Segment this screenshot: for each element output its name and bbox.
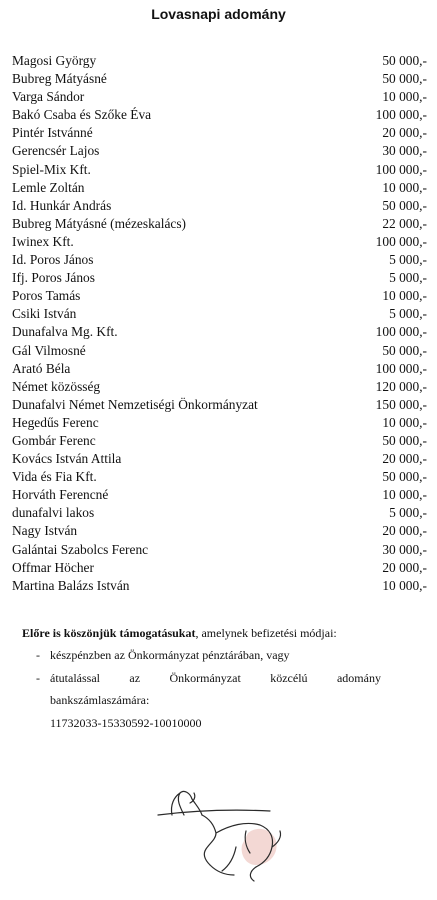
- donation-row: [0, 52, 437, 70]
- donation-amount: 20 000,-: [382, 523, 427, 539]
- donation-row: [0, 251, 437, 269]
- donation-amount: 10 000,-: [382, 288, 427, 304]
- donor-name: Id. Poros János: [12, 252, 94, 268]
- donation-amount: 100 000,-: [375, 324, 427, 340]
- donation-amount: 50 000,-: [382, 197, 427, 213]
- donation-amount: 5 000,-: [389, 252, 427, 268]
- thanks-rest: , amelynek befizetési módjai:: [195, 626, 337, 640]
- donor-name: Csiki István: [12, 306, 77, 322]
- donor-name: Gál Vilmosné: [12, 342, 86, 358]
- bullet-marker: -: [36, 671, 40, 685]
- donation-row: [0, 142, 437, 160]
- donor-name: Varga Sándor: [12, 89, 85, 105]
- donation-amount: 10 000,-: [382, 414, 427, 430]
- document-title: Lovasnapi adomány: [151, 6, 286, 22]
- donation-row: [0, 179, 437, 197]
- donation-amount: 5 000,-: [389, 505, 427, 521]
- donation-amount: 10 000,-: [382, 577, 427, 593]
- donation-row: [0, 197, 437, 215]
- donation-amount: 50 000,-: [382, 342, 427, 358]
- donation-amount: 5 000,-: [389, 270, 427, 286]
- account-number: 11732033-15330592-10010000: [50, 716, 202, 730]
- donation-amount: 100 000,-: [375, 107, 427, 123]
- donation-row: [0, 269, 437, 287]
- donation-amount: 10 000,-: [382, 487, 427, 503]
- donation-row: [0, 124, 437, 142]
- donor-name: Bubreg Mátyásné (mézeskalács): [12, 215, 187, 231]
- donation-amount: 30 000,-: [382, 143, 427, 159]
- transfer-word: az: [129, 671, 141, 685]
- payment-option-cash: készpénzben az Önkormányzat pénztárában, vagy: [50, 648, 290, 662]
- donation-row: [0, 106, 437, 124]
- donor-name: Poros Tamás: [12, 288, 81, 304]
- donor-name: Martina Balázs István: [12, 577, 130, 593]
- donor-name: Bakó Csaba és Szőke Éva: [12, 107, 152, 123]
- donation-row: [0, 161, 437, 179]
- horse-sketch-icon: [150, 785, 300, 885]
- donor-name: Offmar Höcher: [12, 559, 94, 575]
- transfer-word: Önkormányzat: [169, 671, 241, 685]
- donation-amount: 50 000,-: [382, 432, 427, 448]
- donor-name: Galántai Szabolcs Ferenc: [12, 541, 149, 557]
- donation-row: [0, 396, 437, 414]
- donation-amount: 10 000,-: [382, 89, 427, 105]
- donor-name: Kovács István Attila: [12, 451, 122, 467]
- donation-row: [0, 323, 437, 341]
- donation-row: [0, 468, 437, 486]
- donation-amount: 50 000,-: [382, 71, 427, 87]
- donation-row: [0, 233, 437, 251]
- donation-amount: 50 000,-: [382, 53, 427, 68]
- donation-row: [0, 559, 437, 577]
- donation-row: [0, 522, 437, 540]
- donation-amount: 50 000,-: [382, 469, 427, 485]
- donation-amount: 150 000,-: [375, 396, 427, 412]
- donor-name: Pintér Istvánné: [12, 125, 93, 141]
- donor-name: Id. Hunkár András: [12, 197, 112, 213]
- donation-row: [0, 450, 437, 468]
- donation-amount: 100 000,-: [375, 360, 427, 376]
- donation-row: [0, 215, 437, 233]
- donation-amount: 22 000,-: [382, 215, 427, 231]
- donor-name: Gerencsér Lajos: [12, 143, 100, 159]
- donor-name: Arató Béla: [12, 360, 71, 376]
- donation-row: [0, 305, 437, 323]
- donation-amount: 20 000,-: [382, 451, 427, 467]
- donation-amount: 100 000,-: [375, 233, 427, 249]
- donation-amount: 10 000,-: [382, 179, 427, 195]
- transfer-word: közcélú: [270, 671, 308, 685]
- thanks-bold: Előre is köszönjük támogatásukat: [22, 626, 196, 640]
- donor-name: Lemle Zoltán: [12, 179, 85, 195]
- donor-name: Magosi György: [12, 53, 97, 68]
- donation-row: [0, 88, 437, 106]
- donation-amount: 20 000,-: [382, 125, 427, 141]
- donation-amount: 20 000,-: [382, 559, 427, 575]
- donor-name: Horváth Ferencné: [12, 487, 109, 503]
- donation-row: [0, 287, 437, 305]
- transfer-line-2: bankszámlaszámára:: [50, 693, 150, 707]
- donor-name: Vida és Fia Kft.: [12, 469, 97, 485]
- donation-row: [0, 70, 437, 88]
- donation-row: [0, 378, 437, 396]
- donor-name: Iwinex Kft.: [12, 233, 74, 249]
- payment-option-transfer: [50, 671, 381, 686]
- donor-name: Német közösség: [12, 378, 101, 394]
- donor-name: Bubreg Mátyásné: [12, 71, 107, 87]
- bullet-marker: -: [36, 648, 40, 662]
- donor-name: Dunafalva Mg. Kft.: [12, 324, 118, 340]
- donation-row: [0, 360, 437, 378]
- donation-amount: 120 000,-: [375, 378, 427, 394]
- donation-row: [0, 486, 437, 504]
- donation-amount: 100 000,-: [375, 161, 427, 177]
- donation-row: [0, 414, 437, 432]
- donation-list: [0, 52, 437, 595]
- donation-row: [0, 541, 437, 559]
- donor-name: Gombár Ferenc: [12, 432, 96, 448]
- thanks-line: [22, 626, 337, 641]
- donor-name: Ifj. Poros János: [12, 270, 95, 286]
- transfer-word: átutalással: [50, 671, 100, 685]
- donation-amount: 5 000,-: [389, 306, 427, 322]
- donation-row: [0, 342, 437, 360]
- transfer-word: adomány: [336, 671, 381, 685]
- donor-name: Spiel-Mix Kft.: [12, 161, 91, 177]
- donation-row: [0, 432, 437, 450]
- donor-name: Dunafalvi Német Nemzetiségi Önkormányzat: [12, 396, 258, 412]
- donation-row: [0, 577, 437, 595]
- donor-name: Hegedűs Ferenc: [12, 414, 99, 430]
- donor-name: Nagy István: [12, 523, 78, 539]
- donation-row: [0, 504, 437, 522]
- donor-name: dunafalvi lakos: [12, 505, 95, 521]
- donation-amount: 30 000,-: [382, 541, 427, 557]
